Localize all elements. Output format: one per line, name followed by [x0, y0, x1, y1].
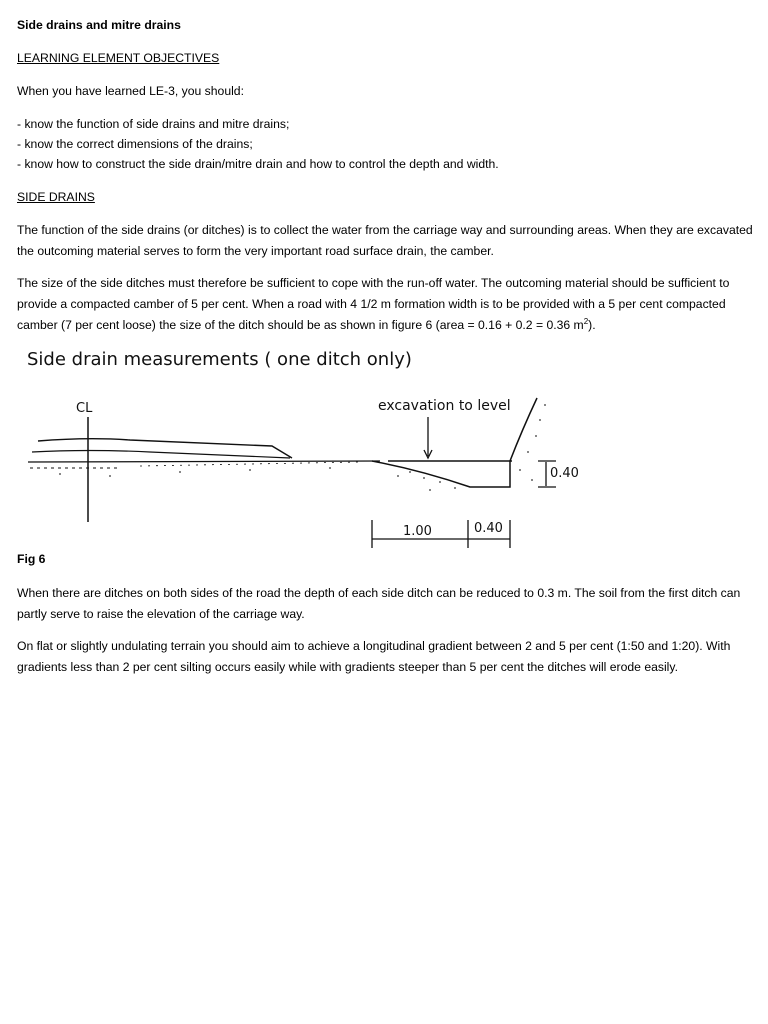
camber-base-line — [32, 451, 290, 459]
objective-item: - know the function of side drains and mitre drains; — [17, 117, 290, 131]
objective-item: - know the correct dimensions of the drains; — [17, 137, 253, 151]
centre-line-label: CL — [76, 401, 93, 416]
paragraph-both-sides: When there are ditches on both sides of the road the depth of each side ditch can be reduced to 0.3 m. The soil from the first ditch can partly serve to raise the elevation of the carriage way. — [17, 586, 741, 621]
paragraph-function: The function of the side drains (or ditches) is to collect the water from the carriage way and surrounding areas. When they are excavated the outcoming material serves to form the very important road surface drain, the camber. — [17, 223, 753, 258]
excavation-label: excavation to level — [378, 398, 511, 414]
paragraph-size-text: The size of the side ditches must therefore be sufficient to cope with the run-off water. The outcoming material should be sufficient to provide a compacted camber of 5 per cent. When a road with 4 1/2 m formation width is to be provided with a 5 per cent compacted camber (7 per cent loose) the size of the ditch should be as shown in figure 6 (area = 0.16 + 0.2 = 0.36 m — [17, 276, 730, 332]
width-label-2: 0.40 — [474, 521, 503, 536]
document-title: Side drains and mitre drains — [17, 18, 181, 32]
figure-title: Side drain measurements ( one ditch only) — [27, 349, 412, 370]
ground-line — [28, 461, 380, 462]
original-ground-dashed-2 — [140, 462, 360, 466]
intro-text: When you have learned LE-3, you should: — [17, 84, 244, 98]
paragraph-gradient: On flat or slightly undulating terrain you should aim to achieve a longitudinal gradient between 2 and 5 per cent (1:50 and 1:20). With gradients less than 2 per cent silting occurs easily while with gradients steeper than 5 per cent the ditches will erode easily. — [17, 639, 731, 674]
side-drains-heading: SIDE DRAINS — [17, 190, 95, 204]
objectives-heading: LEARNING ELEMENT OBJECTIVES — [17, 51, 220, 65]
figure-caption: Fig 6 — [17, 552, 46, 566]
soil-dots — [59, 404, 546, 491]
camber-outline — [38, 439, 292, 458]
superscript-2: 2 — [583, 316, 589, 326]
width-label-1: 1.00 — [403, 524, 432, 539]
paragraph-size-end: ). — [588, 318, 596, 332]
depth-label: 0.40 — [550, 466, 579, 481]
objective-item: - know how to construct the side drain/mitre drain and how to control the depth and width. — [17, 157, 499, 171]
